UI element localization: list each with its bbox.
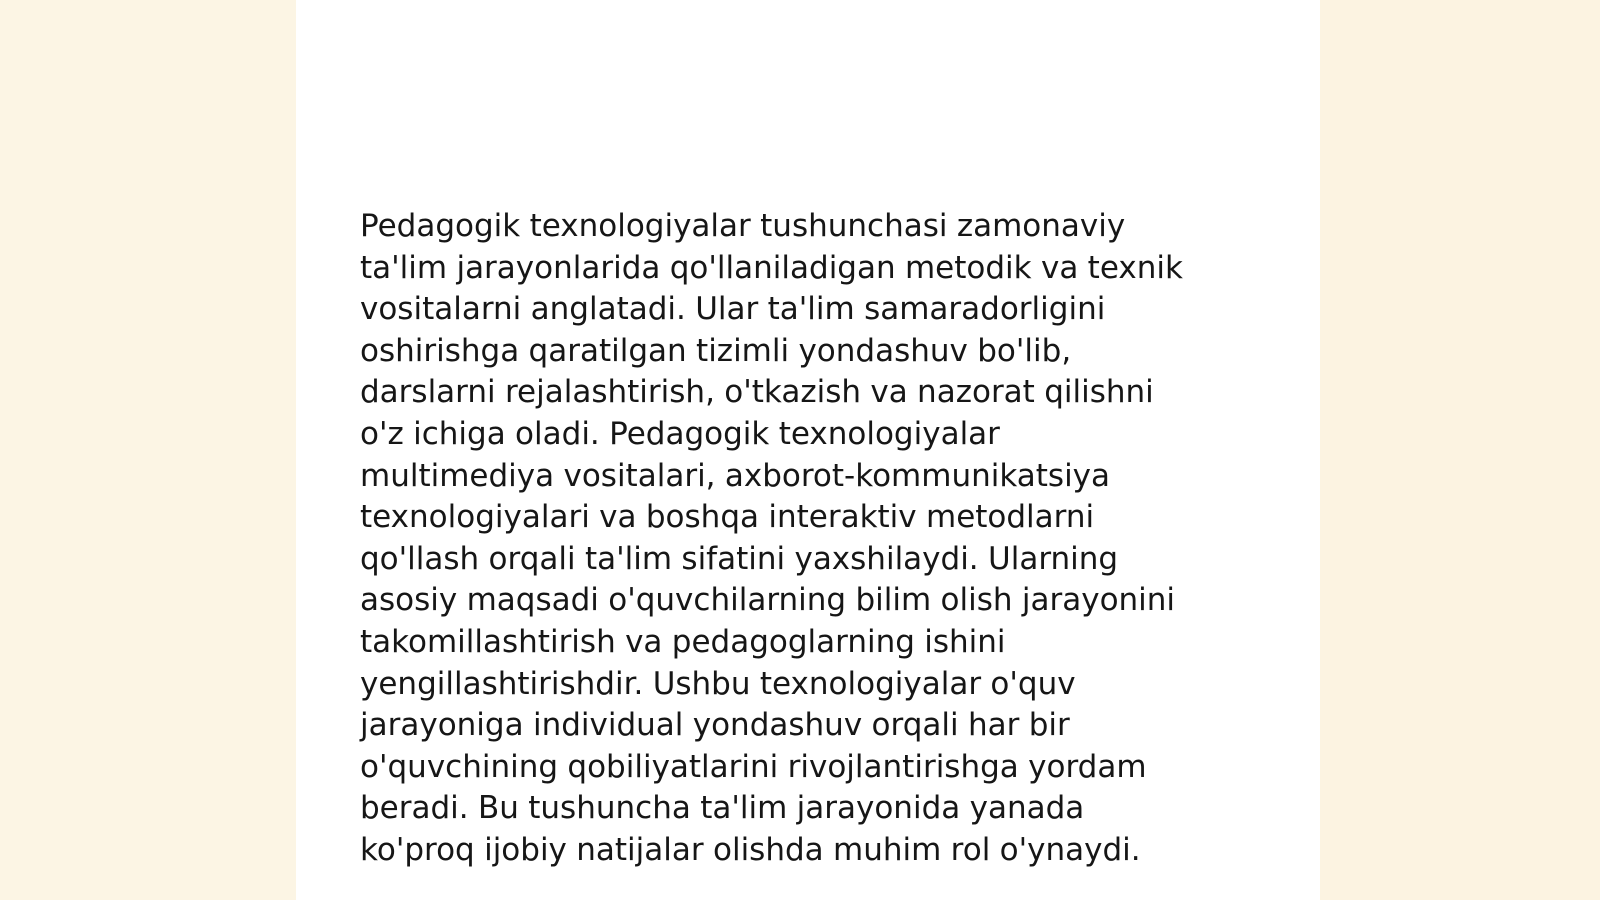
paragraph-line: qo'llash orqali ta'lim sifatini yaxshilaydi. Ularning — [360, 540, 1119, 577]
paragraph-line: yengillashtirishdir. Ushbu texnologiyalar o'quv — [360, 665, 1076, 702]
left-margin-band — [0, 0, 296, 900]
document-page — [296, 0, 1320, 900]
paragraph-line: vositalarni anglatadi. Ular ta'lim samaradorligini — [360, 291, 1106, 328]
body-paragraph — [360, 206, 1240, 872]
paragraph-line: asosiy maqsadi o'quvchilarning bilim olish jarayonini — [360, 582, 1176, 619]
paragraph-line: jarayoniga individual yondashuv orqali har bir — [360, 707, 1070, 744]
paragraph-line: oshirishga qaratilgan tizimli yondashuv bo'lib, — [360, 332, 1072, 369]
paragraph-line: o'z ichiga oladi. Pedagogik texnologiyalar — [360, 415, 1000, 452]
paragraph-line: o'quvchining qobiliyatlarini rivojlantirishga yordam — [360, 748, 1147, 785]
paragraph-line: Pedagogik texnologiyalar tushunchasi zamonaviy — [360, 208, 1126, 244]
paragraph-line: ko'proq ijobiy natijalar olishda muhim rol o'ynaydi. — [360, 831, 1141, 868]
paragraph-line: darslarni rejalashtirish, o'tkazish va nazorat qilishni — [360, 374, 1154, 411]
paragraph-line: beradi. Bu tushuncha ta'lim jarayonida yanada — [360, 790, 1085, 827]
paragraph-line: multimediya vositalari, axborot-kommunikatsiya — [360, 457, 1111, 494]
paragraph-line: takomillashtirish va pedagoglarning ishini — [360, 623, 1006, 660]
right-margin-band — [1320, 0, 1600, 900]
paragraph-line: texnologiyalari va boshqa interaktiv metodlarni — [360, 499, 1095, 536]
paragraph-line: ta'lim jarayonlarida qo'llaniladigan metodik va texnik — [360, 249, 1183, 286]
